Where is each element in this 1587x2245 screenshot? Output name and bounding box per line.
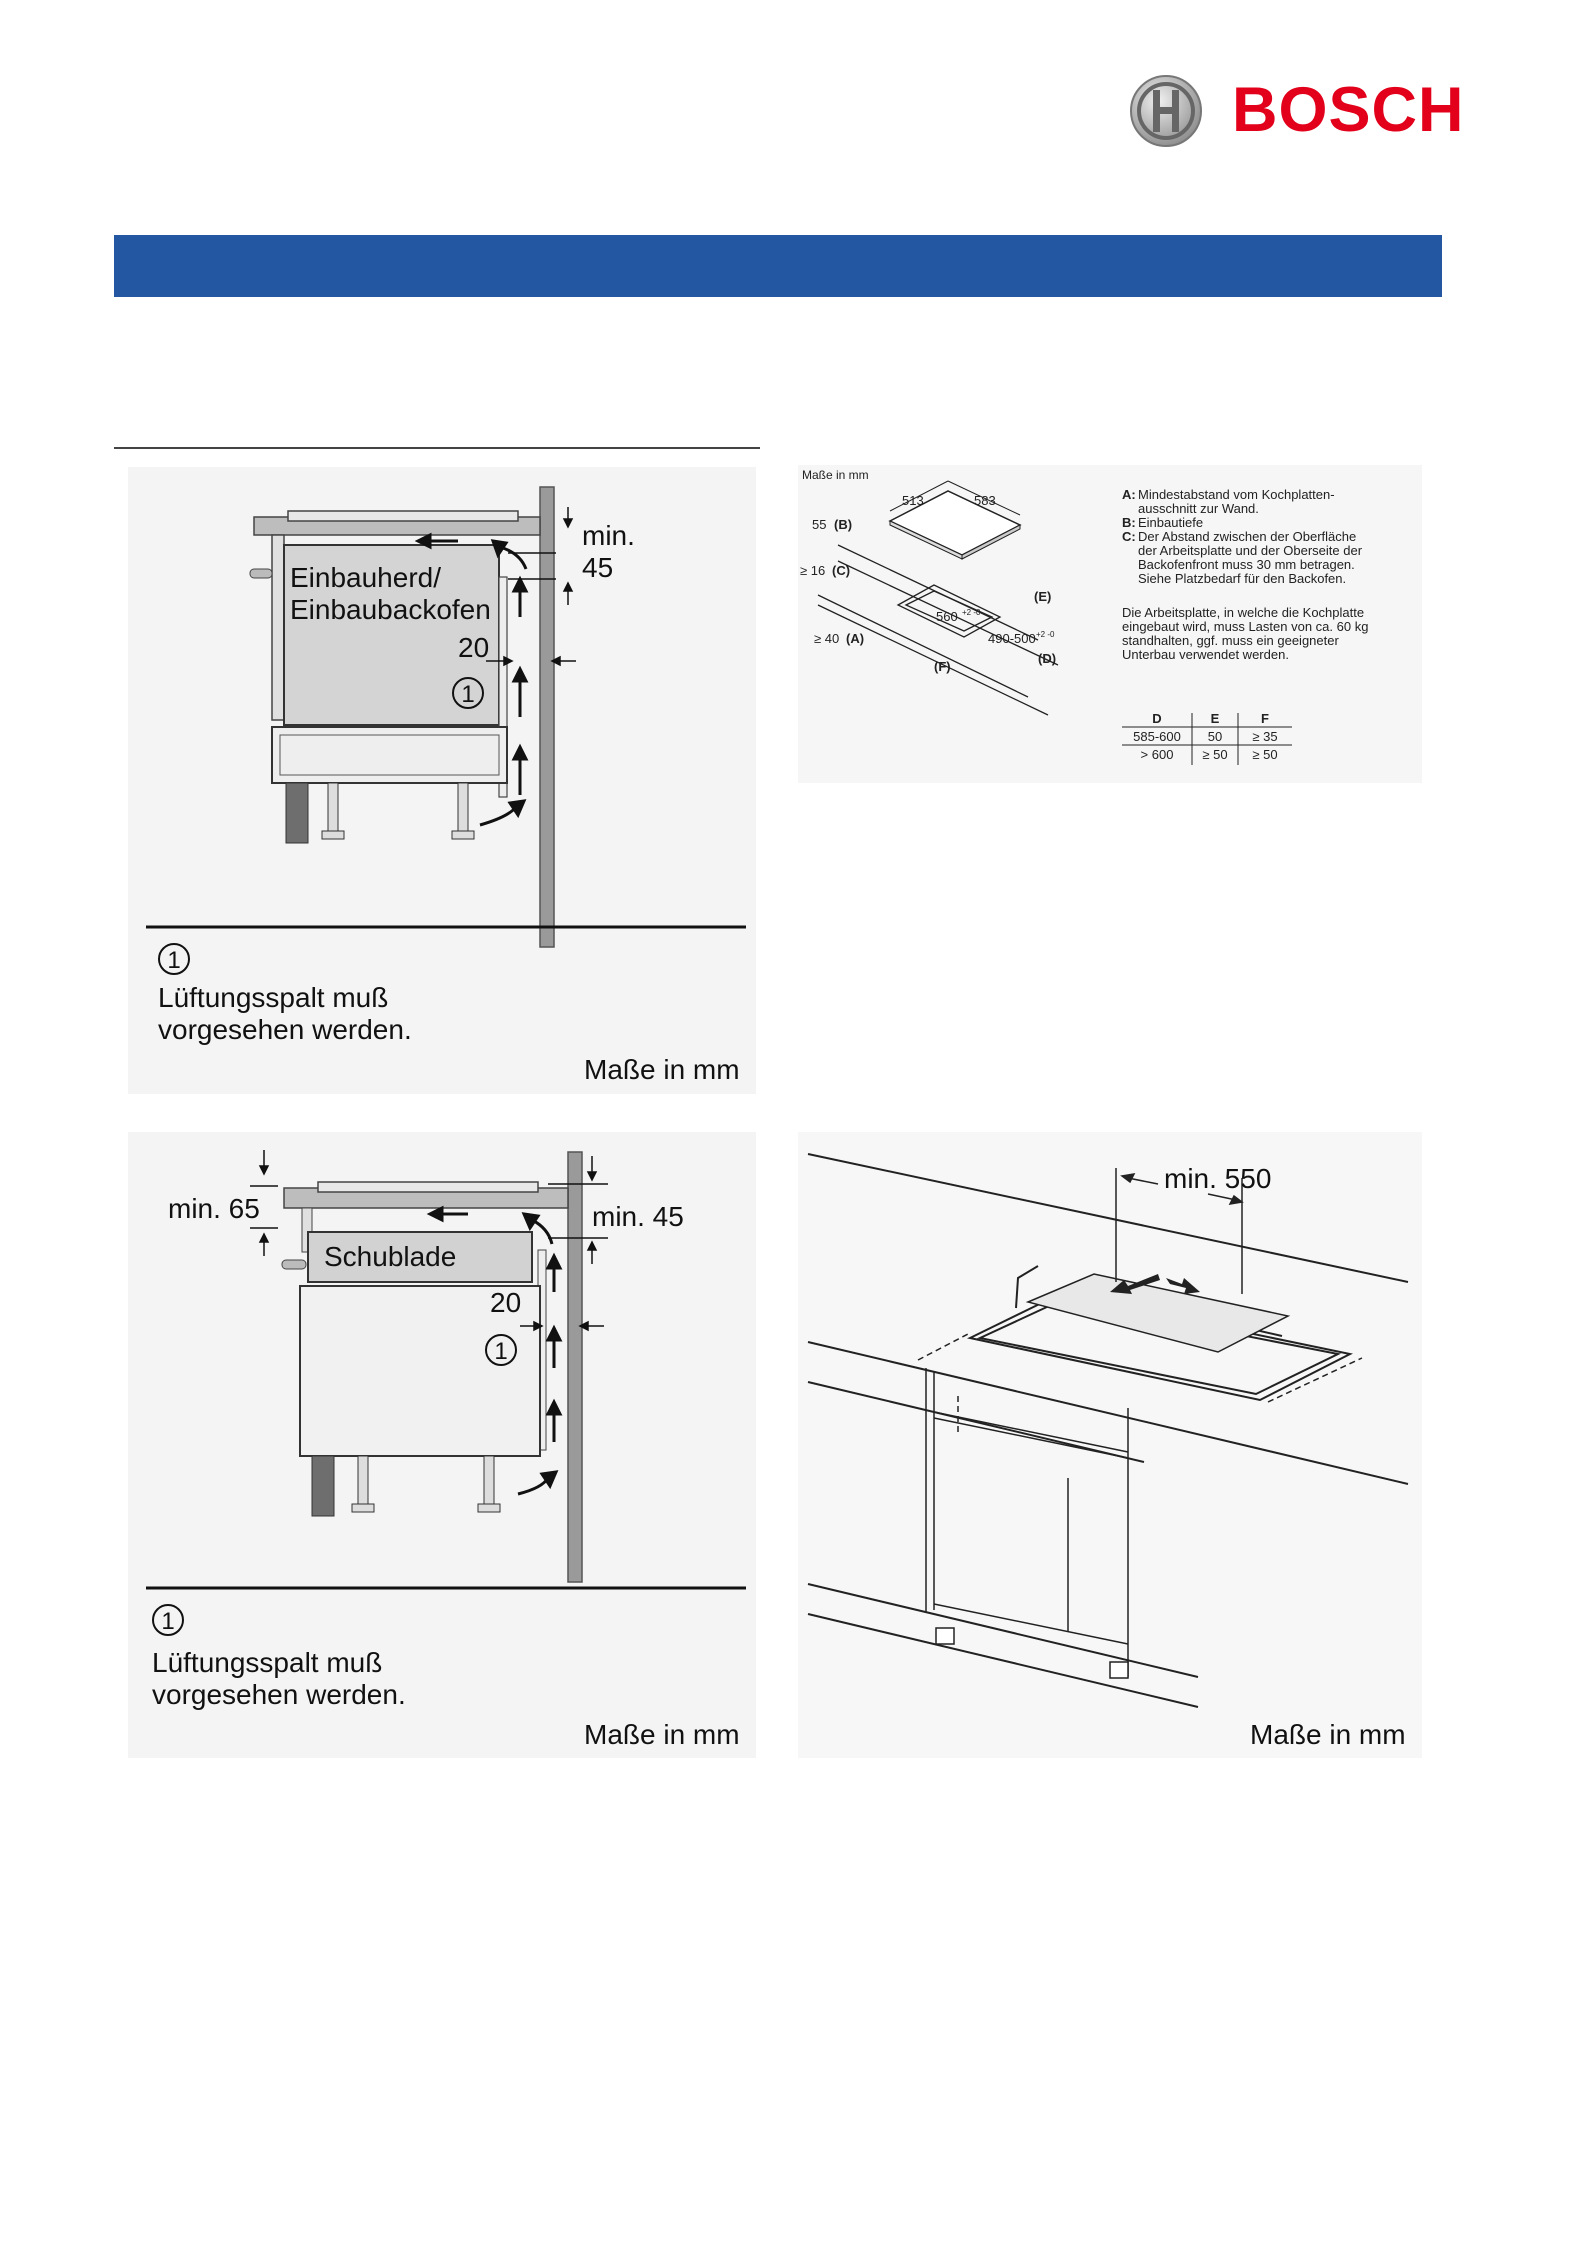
legend-c-2: der Arbeitsplatte und der Oberseite der xyxy=(1138,543,1363,558)
table-cell: 585-600 xyxy=(1133,729,1181,744)
dim-45-label: 45 xyxy=(582,552,614,583)
drawer-diagram xyxy=(128,1132,756,1758)
dim-min-65: min. 65 xyxy=(168,1193,260,1224)
vent-marker: 1 xyxy=(461,681,475,708)
header-band xyxy=(114,235,1442,297)
drawer-label: Schublade xyxy=(324,1241,457,1272)
units-label: Maße in mm xyxy=(1250,1719,1406,1750)
wall xyxy=(540,487,554,947)
device-label-1: Einbauherd/ xyxy=(290,562,442,593)
foot-left-base xyxy=(322,831,344,839)
note-3: standhalten, ggf. muss ein geeigneter xyxy=(1122,633,1339,648)
foot-right xyxy=(484,1456,494,1506)
lbl-f: (F) xyxy=(934,659,951,674)
vent-duct xyxy=(1028,1274,1288,1352)
legend-b-key: B: xyxy=(1122,515,1136,530)
figure-cutout-dimensions xyxy=(798,465,1422,783)
foot-right-base xyxy=(452,831,474,839)
dim-560: 560 xyxy=(936,609,958,624)
drawer-handle xyxy=(282,1260,306,1269)
lbl-55: (B) xyxy=(834,517,853,532)
lbl-16: (C) xyxy=(832,563,851,578)
dimension-table xyxy=(1122,711,1292,765)
brand-name: BOSCH xyxy=(1232,75,1465,145)
legend-c-3: Backofenfront muss 30 mm betragen. xyxy=(1138,557,1355,572)
legend-a-1: Mindestabstand vom Kochplatten- xyxy=(1138,487,1335,502)
note-line-1: Lüftungsspalt muß xyxy=(152,1647,383,1678)
oven-handle xyxy=(250,569,272,578)
units-label: Maße in mm xyxy=(584,1054,740,1085)
wall xyxy=(568,1152,582,1582)
dim-55: 55 xyxy=(812,517,827,532)
dim-40: ≥ 40 xyxy=(814,631,840,646)
foot-right xyxy=(458,783,468,833)
legend-b-1: Einbautiefe xyxy=(1138,515,1204,530)
table-header-f: F xyxy=(1261,711,1269,726)
lbl-e: (E) xyxy=(1034,589,1052,604)
brand-logo xyxy=(1128,72,1465,150)
table-cell: > 600 xyxy=(1140,747,1174,762)
note-line-2: vorgesehen werden. xyxy=(152,1679,406,1710)
foot-left xyxy=(358,1456,368,1506)
note-marker: 1 xyxy=(167,947,181,974)
device-label-2: Einbaubackofen xyxy=(290,594,491,625)
figure-worktop-cutout xyxy=(798,1132,1422,1758)
note-1: Die Arbeitsplatte, in welche die Kochplatte xyxy=(1122,605,1365,620)
foot-left xyxy=(328,783,338,833)
lbl-d: (D) xyxy=(1038,651,1057,666)
bosch-armature-icon xyxy=(1128,72,1208,150)
foot-right-base xyxy=(478,1504,500,1512)
note-line-1: Lüftungsspalt muß xyxy=(158,982,389,1013)
dim-20-label: 20 xyxy=(490,1287,522,1318)
figure-drawer-ventilation xyxy=(128,1132,756,1758)
table-cell: ≥ 50 xyxy=(1202,747,1228,762)
dim-min-45: min. 45 xyxy=(592,1201,684,1232)
dim-16: ≥ 16 xyxy=(800,563,826,578)
table-cell: ≥ 50 xyxy=(1252,747,1278,762)
plinth-foot xyxy=(312,1456,334,1516)
dim-490: 490-500 xyxy=(988,631,1036,646)
dim-583: 583 xyxy=(974,493,996,508)
figure-oven-ventilation xyxy=(128,467,756,1094)
legend-c-4: Siehe Platzbedarf für den Backofen. xyxy=(1138,571,1347,586)
cutout-diagram xyxy=(798,465,1422,783)
cabinet-side xyxy=(272,535,284,720)
foot-left-base xyxy=(352,1504,374,1512)
lbl-40: (A) xyxy=(846,631,865,646)
section-rule xyxy=(114,447,760,449)
legend-c-1: Der Abstand zwischen der Oberfläche xyxy=(1138,529,1357,544)
worktop-lines xyxy=(818,545,1058,715)
dim-20-label: 20 xyxy=(458,632,490,663)
dim-min-550: min. 550 xyxy=(1164,1163,1272,1194)
oven-diagram xyxy=(128,467,756,1094)
legend-a-key: A: xyxy=(1122,487,1136,502)
table-header-e: E xyxy=(1210,711,1220,726)
tol-490: +2 -0 xyxy=(1036,630,1055,639)
worktop-diagram xyxy=(798,1132,1422,1758)
note-2: eingebaut wird, muss Lasten von ca. 60 kg xyxy=(1122,619,1369,634)
hob xyxy=(288,511,518,521)
hob xyxy=(318,1182,538,1192)
plinth-foot xyxy=(286,783,308,843)
dim-513: 513 xyxy=(902,493,924,508)
note-line-2: vorgesehen werden. xyxy=(158,1014,412,1045)
note-marker: 1 xyxy=(161,1608,175,1635)
table-header-d: D xyxy=(1152,711,1162,726)
vent-marker: 1 xyxy=(494,1338,508,1365)
table-cell: ≥ 35 xyxy=(1252,729,1278,744)
note-4: Unterbau verwendet werden. xyxy=(1122,647,1289,662)
units-label: Maße in mm xyxy=(802,468,869,482)
tol-560: +2 -0 xyxy=(962,608,981,617)
dim-min-label: min. xyxy=(582,520,635,551)
legend-a-2: ausschnitt zur Wand. xyxy=(1138,501,1259,516)
worktop-outline xyxy=(808,1154,1408,1707)
units-label: Maße in mm xyxy=(584,1719,740,1750)
legend-c-key: C: xyxy=(1122,529,1136,544)
table-cell: 50 xyxy=(1207,729,1223,744)
